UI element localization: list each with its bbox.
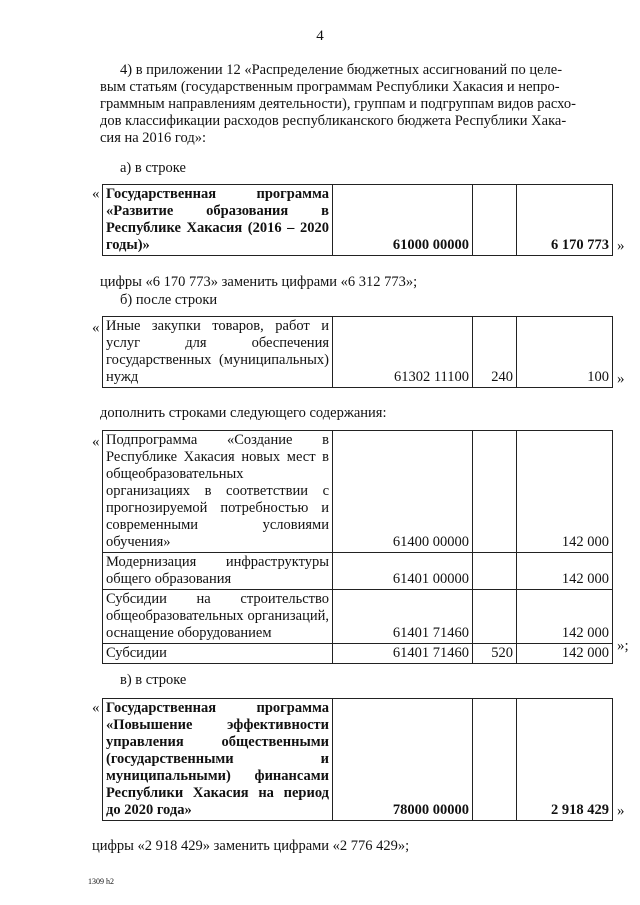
row-amount: 100 — [517, 317, 613, 388]
table-row — [103, 590, 613, 644]
row-amount: 6 170 773 — [517, 185, 613, 256]
open-quote: « — [92, 320, 100, 336]
row-code: 78000 00000 — [333, 699, 473, 821]
item-a-label: а) в строке — [120, 160, 186, 176]
row-name: Модернизация инфраструктуры общего образования — [103, 553, 333, 590]
table-item-a — [102, 184, 613, 256]
item-c-instruction: цифры «2 918 429» заменить цифрами «2 776 429»; — [92, 838, 410, 854]
intro-line: дов классификации расходов республиканского бюджета Республики Хака- — [100, 113, 567, 129]
intro-line: 4) в приложении 12 «Распределение бюджетных ассигнований по целе- — [120, 62, 563, 78]
row-code: 61401 71460 — [333, 644, 473, 664]
row-amount: 142 000 — [517, 590, 613, 644]
item-b-instruction: дополнить строками следующего содержания: — [100, 405, 387, 421]
row-type — [473, 431, 517, 553]
open-quote: « — [92, 434, 100, 450]
table-item-c — [102, 698, 613, 821]
table-row — [103, 431, 613, 553]
row-type — [473, 699, 517, 821]
row-name: Субсидии — [103, 644, 333, 664]
row-amount: 142 000 — [517, 553, 613, 590]
row-name: Государственная программа «Развитие образования в Республике Хакасия (2016 – 2020 годы)» — [103, 185, 333, 256]
intro-line: вым статьям (государственным программам Республики Хакасия и непро- — [100, 79, 560, 95]
row-name: Подпрограмма «Создание в Республике Хакасия новых мест в общеобразовательных организациях в соответствии с прогнозируемой потребностью и современными условиями обучения» — [103, 431, 333, 553]
item-a-instruction: цифры «6 170 773» заменить цифрами «6 312 773»; — [100, 274, 418, 290]
row-amount: 142 000 — [517, 644, 613, 664]
row-type — [473, 590, 517, 644]
table-row — [103, 644, 613, 664]
row-code: 61400 00000 — [333, 431, 473, 553]
row-type: 520 — [473, 644, 517, 664]
table-row — [103, 699, 613, 821]
row-code: 61401 00000 — [333, 553, 473, 590]
row-type: 240 — [473, 317, 517, 388]
footer-code: 1309 h2 — [88, 877, 114, 886]
intro-line: граммным направлениям деятельности), группам и подгруппам видов расхо- — [100, 96, 576, 112]
item-b-label: б) после строки — [120, 292, 218, 308]
close-quote: » — [617, 238, 625, 254]
row-name: Иные закупки товаров, работ и услуг для обеспечения государственных (муниципальных) нужд — [103, 317, 333, 388]
open-quote: « — [92, 186, 100, 202]
close-quote: » — [617, 803, 625, 819]
row-code: 61302 11100 — [333, 317, 473, 388]
row-amount: 2 918 429 — [517, 699, 613, 821]
row-name: Субсидии на строительство общеобразовательных организаций, оснащение оборудованием — [103, 590, 333, 644]
item-c-label: в) в строке — [120, 672, 187, 688]
table-item-b — [102, 316, 613, 388]
row-code: 61401 71460 — [333, 590, 473, 644]
open-quote: « — [92, 700, 100, 716]
row-name: Государственная программа «Повышение эффективности управления общественными (государственными и муниципальными) финансами Республики Хакасия на период до 2020 года» — [103, 699, 333, 821]
table-row — [103, 317, 613, 388]
close-quote: »; — [617, 638, 629, 654]
row-type — [473, 553, 517, 590]
intro-line: сия на 2016 год»: — [100, 130, 207, 146]
table-row — [103, 185, 613, 256]
row-type — [473, 185, 517, 256]
row-code: 61000 00000 — [333, 185, 473, 256]
table-row — [103, 553, 613, 590]
table-item-b-additions — [102, 430, 613, 664]
page-number: 4 — [316, 28, 324, 44]
row-amount: 142 000 — [517, 431, 613, 553]
intro-paragraph — [100, 62, 612, 147]
close-quote: » — [617, 371, 625, 387]
